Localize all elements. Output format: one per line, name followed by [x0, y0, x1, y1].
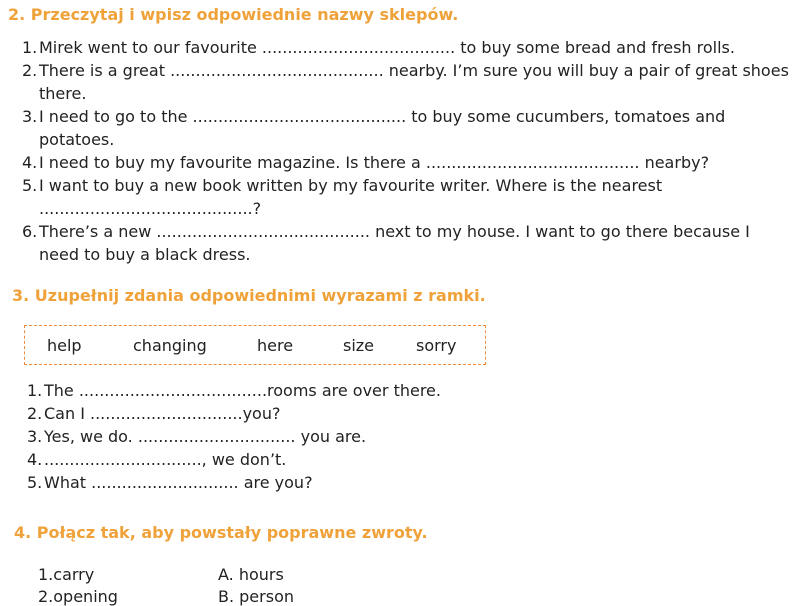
match-left-item: 2.opening	[38, 587, 118, 606]
exercise-2-item	[22, 105, 742, 151]
item-number: 3.	[22, 107, 38, 126]
item-number: 1.	[27, 381, 43, 400]
item-number: 1.	[22, 38, 38, 57]
word-box	[24, 325, 486, 365]
exercise-2-title: 2. Przeczytaj i wpisz odpowiednie nazwy sklepów.	[8, 5, 459, 24]
word-sorry: sorry	[416, 336, 457, 355]
item-text: Can I ..............................you?	[44, 404, 281, 423]
item-text: Yes, we do. ............................... you are.	[44, 427, 367, 446]
exercise-4-title: 4. Połącz tak, aby powstały poprawne zwroty.	[14, 523, 428, 542]
item-text: Mirek went to our favourite ...................................... to buy some bread and fresh rolls.	[39, 38, 735, 57]
item-number: 2.	[22, 61, 38, 80]
match-right-item: B. person	[218, 587, 294, 606]
exercise-3-title: 3. Uzupełnij zdania odpowiednimi wyrazami z ramki.	[12, 286, 486, 305]
word-changing: changing	[133, 336, 207, 355]
match-left-item: 1.carry	[38, 565, 95, 584]
word-here: here	[257, 336, 294, 355]
item-number: 5.	[27, 473, 43, 492]
word-size: size	[343, 336, 375, 355]
exercise-3-item	[27, 425, 547, 448]
item-text: I want to buy a new book written by my favourite writer. Where is the nearest ..........................................?	[39, 176, 663, 218]
item-number: 5.	[22, 176, 38, 195]
exercise-3-item	[27, 471, 547, 494]
item-text: The .....................................rooms are over there.	[44, 381, 441, 400]
item-text: What ............................. are you?	[44, 473, 313, 492]
item-text: I need to go to the .......................................... to buy some cucumbers, tomatoes and potatoes.	[39, 107, 726, 149]
item-text: There’s a new .......................................... next to my house. I want to go there because I need to buy a black dress.	[39, 222, 750, 264]
item-number: 4.	[22, 153, 38, 172]
item-text: I need to buy my favourite magazine. Is there a .......................................... nearby?	[39, 153, 710, 172]
item-number: 3.	[27, 427, 43, 446]
exercise-2-item	[22, 151, 792, 174]
exercise-2-item	[22, 220, 762, 266]
item-text: ..............................., we don’t.	[44, 450, 287, 469]
item-text: There is a great .......................................... nearby. I’m sure you will buy a pair of great shoes there.	[39, 61, 789, 103]
match-right-item: A. hours	[218, 565, 284, 584]
exercise-3-item	[27, 448, 547, 471]
exercise-2-item	[22, 36, 792, 59]
exercise-3-item	[27, 402, 547, 425]
item-number: 6.	[22, 222, 38, 241]
item-number: 4.	[27, 450, 43, 469]
exercise-3-item	[27, 379, 547, 402]
exercise-2-item	[22, 59, 792, 105]
exercise-2-item	[22, 174, 712, 220]
word-help: help	[47, 336, 82, 355]
item-number: 2.	[27, 404, 43, 423]
